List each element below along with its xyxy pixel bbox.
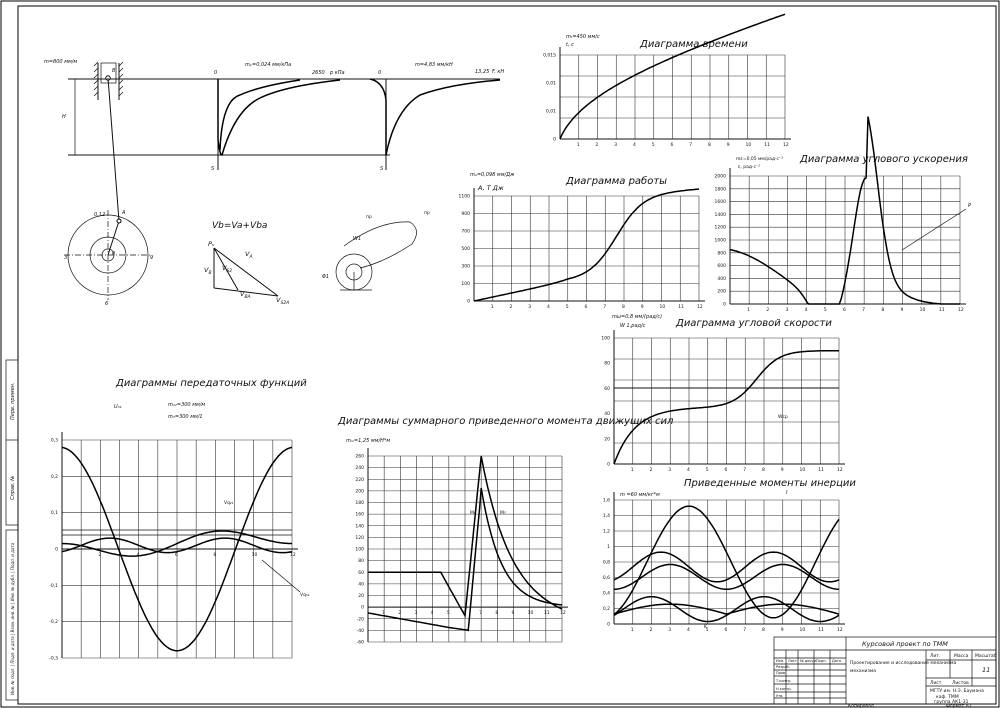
p-end: 2650 (312, 70, 325, 76)
bottom-copy: Копировал (848, 704, 874, 708)
angacc-xtick: 5 (823, 308, 827, 313)
time-diagram (543, 14, 791, 148)
work-xtick: 10 (659, 305, 666, 310)
inner-frame (18, 6, 996, 704)
angacc-ytick: 800 (717, 251, 726, 257)
angacc-xtick: 4 (804, 308, 808, 313)
transfer-xtick: 2 (98, 553, 102, 558)
moment-ytick: 160 (355, 512, 364, 518)
moment-scale: mₘ=1,25 мм/Н*м (346, 438, 391, 444)
moment-ytick: 80 (358, 559, 364, 565)
angacc-ytick: 200 (717, 289, 726, 295)
inertia-ytick: 0,2 (602, 607, 610, 612)
scale-left: m=800 мм/м (44, 59, 78, 65)
moment-ytick: 20 (358, 594, 364, 599)
moment-xtick: 5 (446, 611, 450, 617)
time-ytick: 0,015 (543, 53, 556, 59)
angvel-xtick: 3 (668, 468, 672, 473)
inertia-xtick: 3 (668, 628, 672, 633)
angacc-tag-line (902, 209, 966, 250)
moment-xtick: 9 (511, 611, 515, 617)
angvel-ytick: 80 (604, 361, 610, 367)
angacc-xtick: 12 (958, 308, 964, 313)
f-unit: F, кН (492, 69, 505, 75)
perv-stamp: Перв. примен. (10, 382, 16, 420)
angacc-ytick: 400 (717, 276, 726, 282)
tb-role-2: Т.контр. (776, 679, 792, 683)
angvel-xtick: 1 (630, 468, 634, 473)
work-title: Диаграмма работы (566, 176, 668, 187)
inertia-diagram (603, 478, 857, 633)
inertia-ytick: 1 (607, 545, 610, 550)
angacc-diagram (715, 117, 971, 313)
inv-stamp: Инв. № подл. | Подп. и дата | Взам. инв. № | Инв. № дубл. | Подп. и дата (10, 542, 15, 695)
transfer-scale2: m₃=300 мм/1 (168, 414, 203, 420)
angvel-ytick: 40 (604, 412, 610, 418)
work-ytick: 700 (461, 229, 470, 235)
p-unit: p кПа (330, 70, 345, 76)
np-label-2: пр (424, 211, 430, 216)
inertia-title: Приведенные моменты инерции (684, 478, 856, 489)
transfer-tag-vb: Vq₃₁ (300, 593, 310, 598)
inertia-ytick: 0,4 (602, 591, 610, 597)
tb-dept: каф. ТММ (936, 695, 959, 700)
inertia-ytick: 0 (607, 622, 610, 628)
angacc-scale: mε=0,05 мм/рад·с⁻² (736, 157, 784, 162)
outer-frame (1, 1, 999, 707)
angacc-xtick: 7 (862, 308, 866, 313)
transfer-ytick: -0,3 (49, 656, 58, 662)
moment-ytick: 60 (358, 570, 364, 576)
work-xtick: 6 (584, 305, 588, 310)
label-b: B (112, 68, 116, 74)
work-ytick: 100 (461, 282, 470, 287)
time-xtick: 1 (576, 143, 580, 148)
moment-xtick: 2 (398, 611, 402, 617)
label-a: A (122, 210, 126, 216)
inertia-xtick: 11 (818, 628, 824, 633)
transfer-tag-u: U₃₁ (114, 404, 122, 410)
moment-xtick: 7 (479, 611, 483, 617)
h-label: H (62, 114, 66, 120)
angacc-tag: P (968, 203, 972, 209)
work-xtick: 3 (528, 305, 532, 310)
work-ytick: 300 (461, 264, 470, 270)
angacc-ytick: 1600 (714, 200, 726, 206)
transfer-xtick: 10 (251, 553, 258, 558)
inertia-tag-k: K (704, 625, 707, 630)
moment-ytick: -20 (356, 617, 364, 623)
moment-title: Диаграммы суммарного приведенного момента движущих сил (338, 416, 674, 427)
work-xtick: 2 (509, 305, 513, 310)
inertia-ytick: 1,6 (602, 498, 610, 504)
moment-xtick: 6 (463, 611, 466, 617)
work-ytick: 900 (461, 212, 470, 217)
angvel-xtick: 2 (649, 468, 653, 473)
zero-2: 0 (378, 70, 382, 76)
angacc-ytick: 1400 (714, 212, 726, 218)
angacc-ytick: 600 (717, 264, 726, 270)
time-xtick: 10 (745, 143, 752, 148)
s-2: S (380, 166, 384, 172)
label-6: 6 (105, 301, 109, 307)
time-ylabel: t, c (566, 42, 574, 48)
work-xtick: 5 (565, 305, 569, 310)
time-xtick: 6 (670, 143, 674, 148)
s-1: S (211, 166, 215, 172)
moment-xtick: 8 (495, 611, 499, 617)
moment-ytick: -40 (356, 628, 364, 634)
transfer-diagram (49, 378, 310, 662)
v-ba: $V_{BA}$ (240, 290, 251, 300)
moment-xtick: 1 (382, 611, 386, 617)
work-xtick: 9 (640, 305, 644, 310)
work-xtick: 12 (697, 305, 703, 310)
angacc-ylabel: ε, рад·с⁻² (738, 165, 761, 170)
inertia-xtick: 4 (687, 628, 690, 633)
tb-sheet-num: 11 (982, 666, 991, 674)
angvel-xtick: 10 (799, 468, 806, 473)
time-xtick: 2 (595, 143, 599, 148)
tb-role-3: Н.контр. (776, 687, 792, 691)
inertia-ytick: 0,6 (602, 576, 610, 581)
work-ytick: 500 (461, 247, 470, 252)
time-xtick: 3 (614, 143, 618, 148)
transfer-xtick: 8 (213, 553, 217, 558)
moment-ytick: 120 (355, 535, 364, 541)
inertia-ytick: 1,4 (602, 514, 610, 519)
moment-ytick: 0 (361, 605, 364, 611)
np-label-1: пр (366, 215, 372, 220)
scale-force: m=4,83 мм/кН (415, 62, 453, 68)
work-xtick: 1 (490, 305, 494, 310)
moment-tag-1: Mᵢᶜ (470, 511, 477, 516)
angvel-ylabel: W 1,рад/с (620, 323, 646, 329)
moment-xtick: 3 (414, 611, 418, 617)
transfer-xtick: 6 (175, 553, 178, 558)
angacc-xtick: 9 (900, 308, 904, 313)
tb-sheet-label: Лист (930, 681, 942, 686)
transfer-ytick: 0,1 (50, 511, 58, 517)
v-a: $V_A$ (245, 250, 253, 260)
angvel-xtick: 4 (687, 468, 690, 473)
moment-ytick: -60 (356, 640, 364, 646)
moment-tag-2: Mᵢᶜ (500, 511, 507, 516)
angvel-scale: mω=0,8 мм/(рад/с) (612, 314, 663, 320)
transfer-scale1: m₁₂=300 мм/м (168, 402, 206, 408)
label-3: 3 (64, 255, 68, 261)
angvel-ytick: 100 (601, 336, 610, 342)
time-xtick: 9 (726, 143, 730, 148)
angacc-ytick: 1200 (714, 225, 726, 231)
angvel-xtick: 8 (762, 468, 765, 473)
inertia-xtick: 8 (762, 628, 765, 633)
inertia-ytick: 1,2 (602, 529, 610, 535)
work-ytick: 0 (467, 299, 470, 305)
tb-row-2: № докум. (800, 659, 818, 663)
angacc-title: Диаграмма углового ускорения (800, 154, 968, 165)
moment-xtick: 10 (527, 611, 534, 617)
moment-ytick: 40 (358, 582, 364, 588)
tb-mass: Масса (954, 654, 969, 659)
time-scale: mₜ=450 мм/с (566, 34, 600, 40)
angvel-ytick: 0 (607, 462, 610, 468)
f-end: 13,25 (475, 69, 490, 75)
work-diagram (459, 172, 705, 310)
angvel-xtick: 9 (780, 468, 784, 473)
transfer-xtick: 12 (290, 553, 296, 558)
transfer-tag-vs2: Vq₂₁ (224, 501, 234, 506)
transfer-ytick: 0 (55, 547, 58, 553)
angvel-tag: Wср (778, 415, 788, 420)
inertia-xtick: 1 (630, 628, 634, 633)
moment-ytick: 240 (355, 466, 364, 472)
time-xtick: 12 (783, 143, 789, 148)
transfer-title: Диаграммы передаточных функций (116, 378, 307, 389)
time-xtick: 8 (708, 143, 711, 148)
sprav-stamp: Справ. № (10, 475, 16, 500)
moment-ytick: 100 (355, 547, 364, 553)
work-xtick: 8 (622, 305, 625, 310)
label-o: 0 (112, 251, 116, 257)
angvel-title: Диаграмма угловой скорости (676, 318, 832, 329)
tb-role-0: Разраб. (776, 665, 790, 669)
angvel-xtick: 5 (705, 468, 709, 473)
work-xtick: 7 (603, 305, 607, 310)
angacc-xtick: 8 (881, 308, 885, 313)
angvel-ytick: 20 (604, 437, 610, 443)
phi-label: Φ1 (322, 274, 330, 280)
pv-label: Pᵥ (208, 240, 215, 248)
moment-xtick: 12 (560, 611, 566, 617)
transfer-ytick: 0,3 (50, 438, 58, 444)
tb-row-3: Подп. (816, 659, 827, 663)
tb-lit: Лит. (930, 654, 941, 659)
time-xtick: 7 (689, 143, 693, 148)
angvel-xtick: 12 (837, 468, 843, 473)
moment-ytick: 260 (355, 454, 364, 460)
inertia-xtick: 2 (649, 628, 653, 633)
label-012: 0,12 (94, 212, 106, 218)
label-9: 9 (150, 255, 154, 261)
inertia-tag: I (786, 490, 788, 496)
transfer-ytick: -0,2 (49, 620, 58, 626)
zero-1: 0 (214, 70, 218, 76)
mechanism-scheme (44, 59, 504, 307)
v-s2a: $V_{S2A}$ (276, 296, 290, 306)
work-ylabel: A, T Дж (478, 184, 504, 192)
angvel-xtick: 6 (724, 468, 728, 473)
angvel-xtick: 7 (743, 468, 747, 473)
angvel-ytick: 60 (604, 386, 610, 392)
bottom-format: Формат А1 (946, 704, 972, 708)
angacc-ytick: 1000 (714, 238, 726, 244)
tb-row-4: Дата (832, 659, 842, 663)
time-xtick: 5 (651, 143, 655, 148)
angacc-xtick: 3 (785, 308, 789, 313)
transfer-xtick: 4 (136, 553, 140, 558)
tb-row-1: Лист (788, 659, 797, 663)
time-xtick: 4 (633, 143, 636, 148)
tb-subject: Проектирование и исследование механизма (850, 661, 957, 666)
angacc-ytick: 2000 (714, 174, 726, 180)
work-scale: mₐ=0,098 мм/Дж (470, 172, 515, 178)
moment-ytick: 200 (355, 489, 364, 495)
angacc-xtick: 1 (747, 308, 751, 313)
work-xtick: 4 (547, 305, 550, 310)
tb-scale: Масштаб (975, 654, 997, 659)
scale-pressure: mₚ=0,024 мм/кПа (245, 62, 292, 68)
time-ytick: 0,01 (545, 109, 556, 115)
transfer-tag-line (262, 560, 300, 592)
v-s2: $V_{S2}$ (222, 264, 233, 274)
moment-ytick: 220 (355, 477, 364, 483)
side-stamps (6, 360, 18, 700)
tb-project: Курсовой проект по ТММ (862, 640, 948, 648)
inertia-xtick: 5 (705, 628, 709, 633)
time-title: Диаграмма времени (640, 39, 748, 50)
work-xtick: 11 (678, 305, 684, 310)
angvel-xtick: 11 (818, 468, 824, 473)
angacc-xtick: 11 (938, 308, 945, 313)
moment-xtick: 4 (430, 611, 434, 617)
inertia-xtick: 7 (743, 628, 747, 633)
time-ytick: 0,01 (545, 81, 556, 87)
inertia-ytick: 0,8 (602, 560, 610, 566)
moment-ytick: 140 (355, 524, 364, 530)
angvel-diagram (601, 314, 845, 473)
inertia-xtick: 9 (780, 628, 784, 633)
v-b: $V_B$ (204, 266, 212, 276)
tb-org: МГТУ им. Н.Э. Баумана (930, 689, 984, 694)
inertia-scale: m =60 мм/кг*м (620, 492, 660, 498)
transfer-ytick: -0,1 (49, 583, 58, 589)
tb-role-4: Утв. (776, 694, 784, 698)
time-ytick: 0 (553, 137, 556, 143)
angacc-xtick: 10 (919, 308, 926, 313)
inertia-xtick: 6 (724, 628, 728, 633)
moment-ytick: 180 (355, 501, 364, 506)
tb-subject2: механизма (850, 669, 876, 674)
time-xtick: 11 (764, 143, 770, 148)
title-block (774, 637, 997, 705)
inertia-xtick: 10 (799, 628, 806, 633)
tb-row-0: Изм. (776, 659, 785, 663)
angacc-xtick: 2 (766, 308, 770, 313)
work-ytick: 1100 (458, 194, 470, 200)
w1-label: W1 (353, 236, 362, 242)
tb-sheets-label: Листов (952, 681, 969, 686)
angacc-ytick: 1800 (714, 187, 726, 193)
transfer-ytick: 0,2 (50, 474, 58, 480)
vel-equation: Vb=Va+Vba (212, 221, 268, 231)
moment-xtick: 11 (543, 611, 550, 617)
angacc-xtick: 6 (843, 308, 846, 313)
angacc-ytick: 0 (723, 302, 726, 308)
tb-group: группа АК1-31 (934, 700, 969, 705)
inertia-xtick: 12 (837, 628, 843, 633)
tb-role-1: Пров. (776, 671, 787, 675)
